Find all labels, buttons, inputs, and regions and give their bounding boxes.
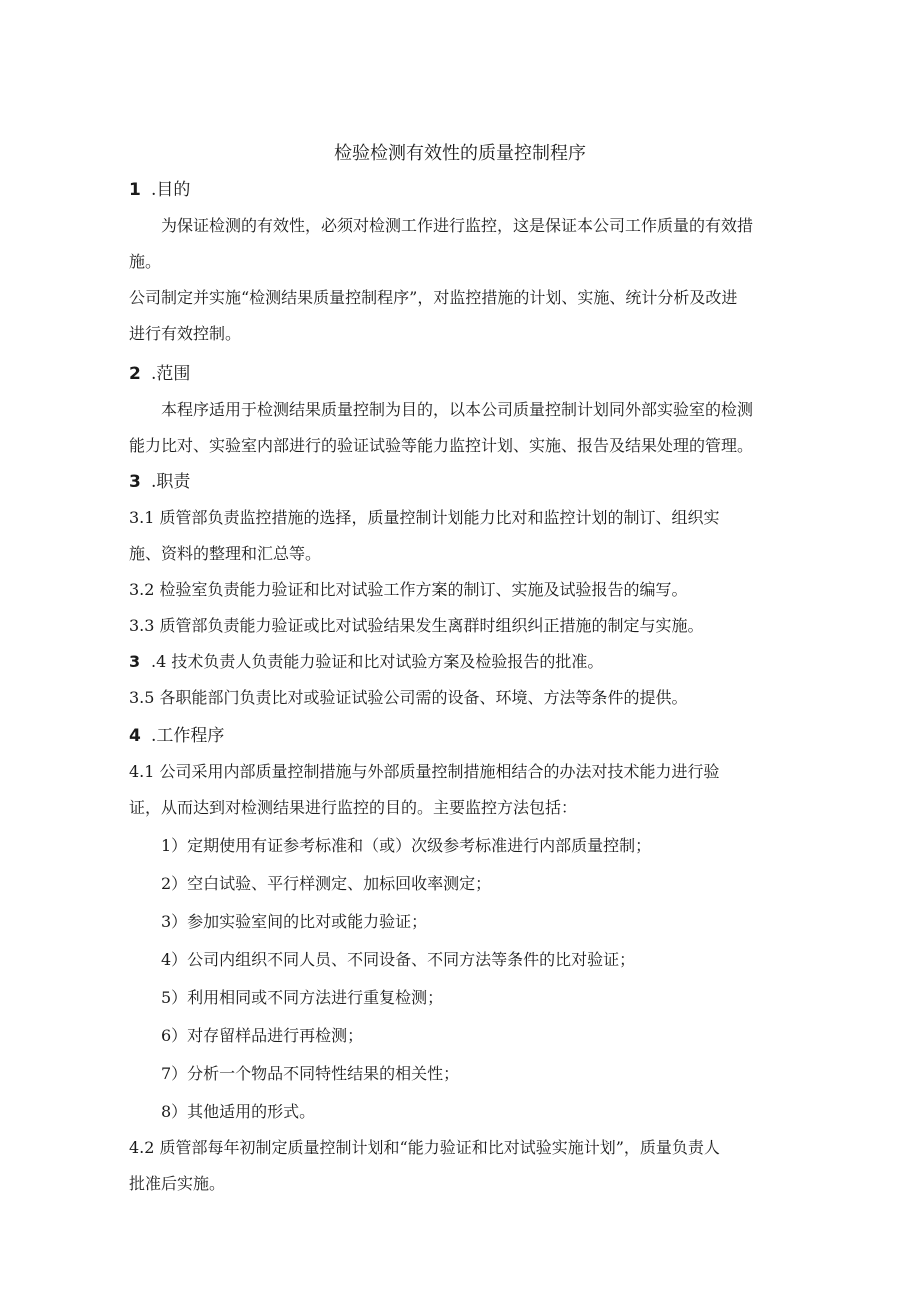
- section-number: 3: [129, 472, 141, 492]
- paragraph-line: 公司制定并实施“检测结果质量控制程序”，对监控措施的计划、实施、统计分析及改进: [129, 288, 738, 307]
- section-title: .目的: [151, 180, 191, 200]
- section-3-heading: [129, 470, 190, 494]
- paragraph-line: 证，从而达到对检测结果进行监控的目的。主要监控方法包括：: [129, 798, 578, 817]
- list-item: [129, 650, 603, 674]
- list-item: 3.2 检验室负责能力验证和比对试验工作方案的制订、实施及试验报告的编写。: [129, 580, 688, 599]
- paragraph-line: 批准后实施。: [129, 1174, 226, 1193]
- paragraph-line: 进行有效控制。: [129, 324, 242, 343]
- section-title: .范围: [151, 364, 191, 384]
- list-item: 3.5 各职能部门负责比对或验证试验公司需的设备、环境、方法等条件的提供。: [129, 688, 688, 707]
- section-title: .工作程序: [151, 726, 225, 746]
- document-title: 检验检测有效性的质量控制程序: [334, 143, 586, 164]
- section-2-heading: [129, 362, 190, 386]
- paragraph-line: 为保证检测的有效性，必须对检测工作进行监控，这是保证本公司工作质量的有效措: [161, 216, 754, 235]
- paragraph-line: 4.1 公司采用内部质量控制措施与外部质量控制措施相结合的办法对技术能力进行验: [129, 762, 720, 781]
- section-1-heading: [129, 178, 190, 202]
- item-text: .4 技术负责人负责能力验证和比对试验方案及检验报告的批准。: [151, 652, 604, 671]
- method-item: 2）空白试验、平行样测定、加标回收率测定；: [161, 874, 492, 893]
- method-item: 1）定期使用有证参考标准和（或）次级参考标准进行内部质量控制；: [161, 836, 652, 855]
- item-number: 3: [129, 652, 141, 671]
- method-item: 7）分析一个物品不同特性结果的相关性；: [161, 1064, 460, 1083]
- paragraph-line: 本程序适用于检测结果质量控制为目的，以本公司质量控制计划同外部实验室的检测: [161, 400, 754, 419]
- section-number: 4: [129, 726, 141, 746]
- section-number: 1: [129, 180, 141, 200]
- method-item: 3）参加实验室间的比对或能力验证；: [161, 912, 428, 931]
- section-4-heading: [129, 724, 224, 748]
- list-item: 3.3 质管部负责能力验证或比对试验结果发生离群时组织纠正措施的制定与实施。: [129, 616, 704, 635]
- list-item: 3.1 质管部负责监控措施的选择，质量控制计划能力比对和监控计划的制订、组织实: [129, 508, 720, 527]
- paragraph-line: 施。: [129, 252, 162, 271]
- list-item-continuation: 施、资料的整理和汇总等。: [129, 544, 322, 563]
- method-item: 4）公司内组织不同人员、不同设备、不同方法等条件的比对验证；: [161, 950, 636, 969]
- method-item: 6）对存留样品进行再检测；: [161, 1026, 364, 1045]
- paragraph-line: 能力比对、实验室内部进行的验证试验等能力监控计划、实施、报告及结果处理的管理。: [129, 436, 754, 455]
- method-item: 5）利用相同或不同方法进行重复检测；: [161, 988, 444, 1007]
- method-item: 8）其他适用的形式。: [161, 1102, 316, 1121]
- section-title: .职责: [151, 472, 191, 492]
- paragraph-line: 4.2 质管部每年初制定质量控制计划和“能力验证和比对试验实施计划”，质量负责人: [129, 1138, 720, 1157]
- section-number: 2: [129, 364, 141, 384]
